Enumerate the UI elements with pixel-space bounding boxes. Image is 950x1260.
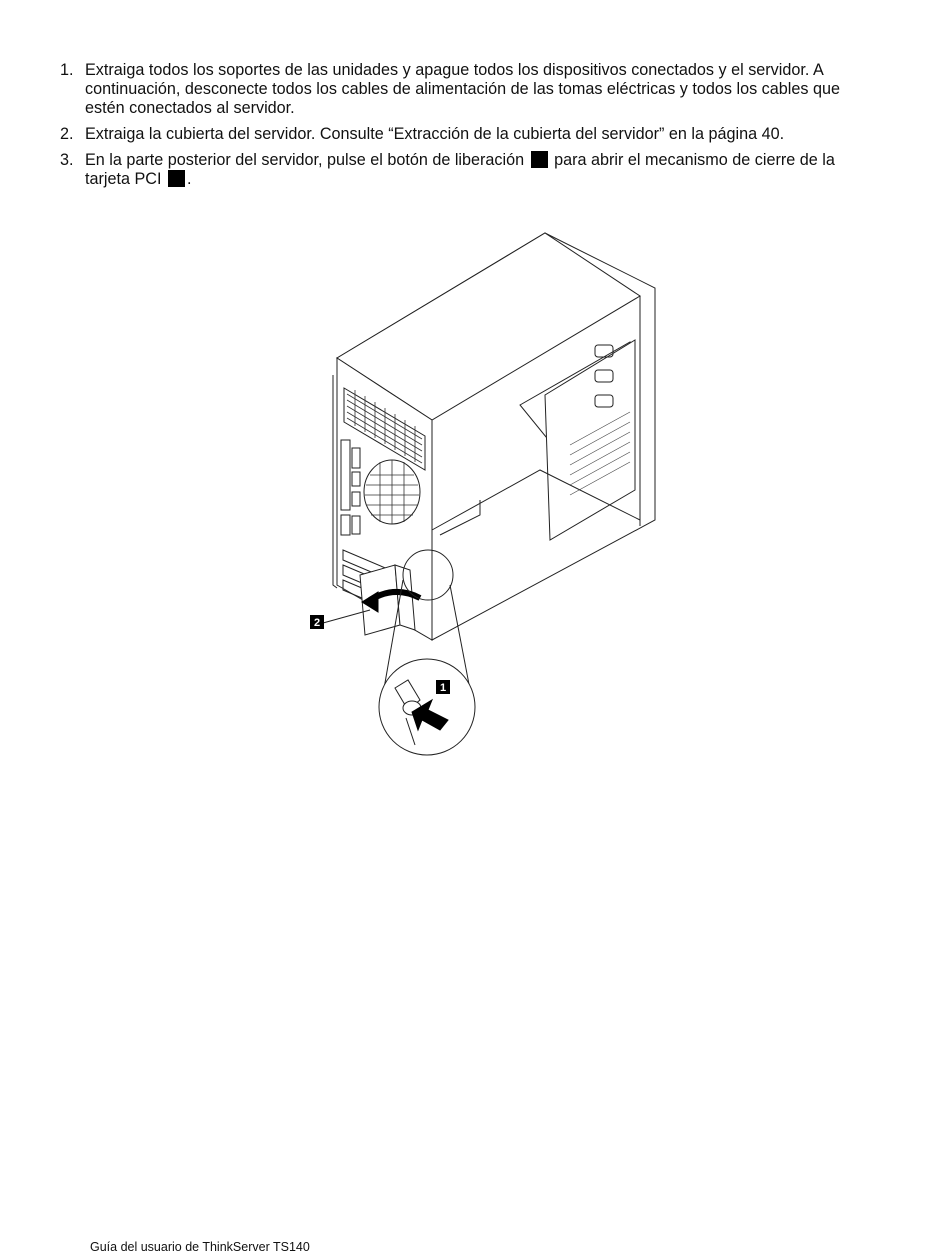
callout-marker-2 xyxy=(168,170,185,187)
page-footer: Guía del usuario de ThinkServer TS140 xyxy=(90,1240,310,1254)
step-number: 2. xyxy=(60,125,74,143)
step-text-before: En la parte posterior del servidor, pulse el botón de liberación xyxy=(85,151,525,169)
step-3 xyxy=(60,151,880,189)
step-1 xyxy=(60,61,880,118)
step-number: 3. xyxy=(60,151,74,169)
step-number: 1. xyxy=(60,61,74,79)
callout-1-label: 1 xyxy=(439,682,447,694)
step-text: Extraiga la cubierta del servidor. Consulte “Extracción de la cubierta del servidor” en la página 40. xyxy=(85,125,785,143)
instruction-list xyxy=(60,61,880,196)
step-text-middle: para abrir el mecanismo de cierre de la tarjeta PCI xyxy=(85,151,835,188)
server-illustration xyxy=(300,230,670,760)
callout-2-label: 2 xyxy=(313,617,321,629)
step-2 xyxy=(60,125,880,144)
callout-1 xyxy=(436,680,450,694)
step-text xyxy=(85,151,880,189)
step-text-after: . xyxy=(186,170,192,188)
callout-2 xyxy=(310,615,324,629)
step-text: Extraiga todos los soportes de las unidades y apague todos los dispositivos conectados y el servidor. A continuación, desconecte todos los cables de alimentación de las tomas eléctricas y todos los cables que estén conectados al servidor. xyxy=(85,61,840,117)
callout-marker-1 xyxy=(531,151,548,168)
